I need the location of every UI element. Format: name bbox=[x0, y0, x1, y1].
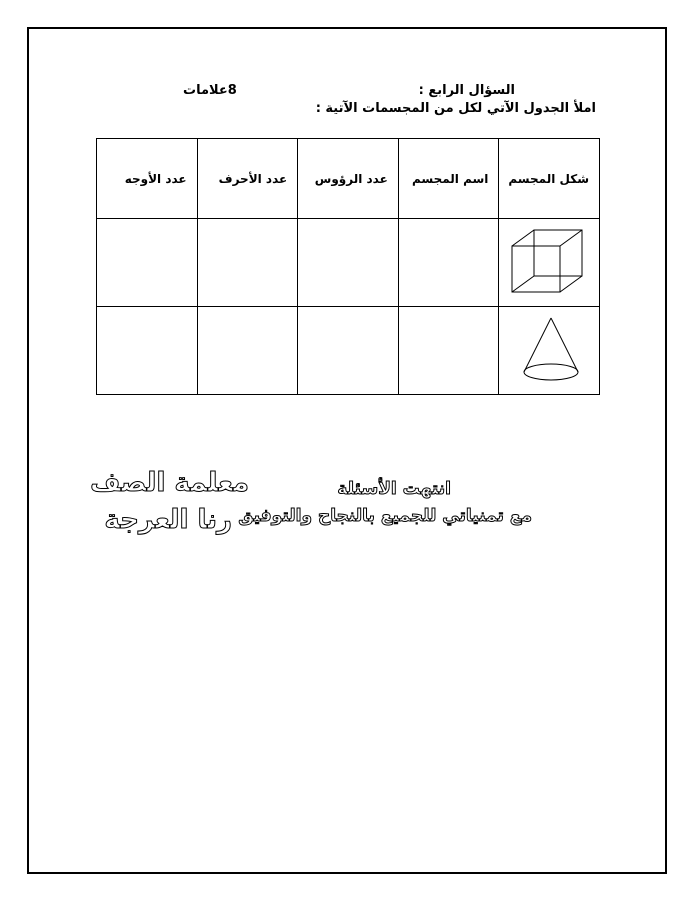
vertices-cell[interactable] bbox=[298, 219, 399, 307]
teacher-title: معلمة الصف bbox=[90, 468, 249, 498]
header-shape: شكل المجسم bbox=[499, 139, 600, 219]
solids-table bbox=[96, 138, 600, 395]
faces-cell[interactable] bbox=[97, 307, 198, 395]
name-cell[interactable] bbox=[398, 307, 499, 395]
cone-icon bbox=[509, 314, 589, 384]
question-instruction: املأ الجدول الآتي لكل من المجسمات الآتية : bbox=[315, 101, 596, 116]
table-header-row bbox=[97, 139, 600, 219]
question-title: السؤال الرابع : bbox=[418, 83, 515, 98]
shape-cell bbox=[499, 307, 600, 395]
faces-cell[interactable] bbox=[97, 219, 198, 307]
question-marks: 8علامات bbox=[183, 83, 237, 98]
header-edges: عدد الأحرف bbox=[197, 139, 298, 219]
vertices-cell[interactable] bbox=[298, 307, 399, 395]
shape-cell bbox=[499, 219, 600, 307]
cube-icon bbox=[509, 226, 589, 296]
table-row bbox=[97, 307, 600, 395]
edges-cell[interactable] bbox=[197, 307, 298, 395]
header-vertices: عدد الرؤوس bbox=[298, 139, 399, 219]
header-name: اسم المجسم bbox=[398, 139, 499, 219]
name-cell[interactable] bbox=[398, 219, 499, 307]
closing-wish-text: مع تمنياتي للجميع بالنجاح والتوفيق bbox=[238, 506, 532, 526]
closing-end-text: انتهت الأسئلة bbox=[337, 479, 451, 499]
table-row bbox=[97, 219, 600, 307]
header-faces: عدد الأوجه bbox=[97, 139, 198, 219]
edges-cell[interactable] bbox=[197, 219, 298, 307]
teacher-name: رنا العرجة bbox=[104, 505, 232, 535]
